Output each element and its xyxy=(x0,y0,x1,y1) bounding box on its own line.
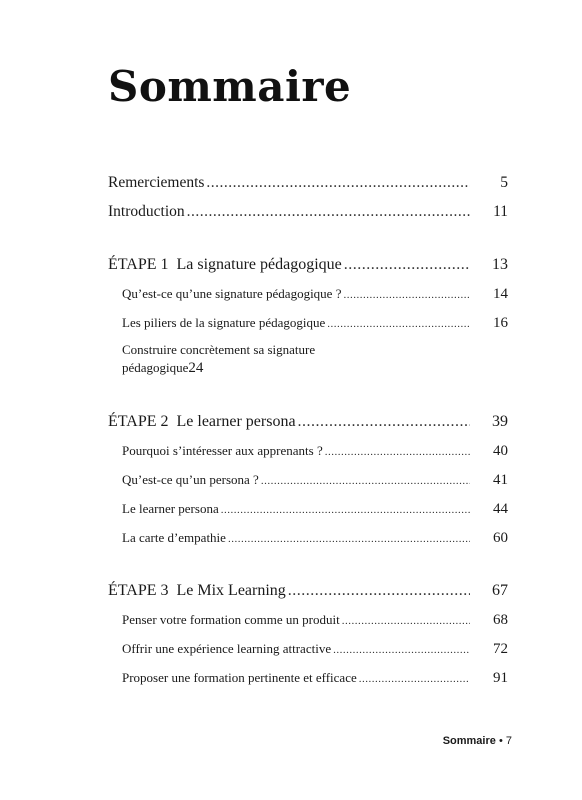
leader-dots xyxy=(344,250,470,279)
toc-entry-remerciements[interactable] xyxy=(108,168,508,197)
leader-dots xyxy=(298,407,470,436)
toc-subentry-page: 91 xyxy=(493,670,508,686)
toc-entry-label: Remerciements xyxy=(108,174,205,191)
toc-subentry-label: Qu’est-ce qu’un persona ? xyxy=(122,472,259,487)
toc-subentry-page: 68 xyxy=(493,612,508,628)
table-of-contents xyxy=(108,168,508,692)
toc-subentry-page: 72 xyxy=(493,641,508,657)
toc-subentry[interactable] xyxy=(108,663,508,692)
toc-subentry-label: Qu’est-ce qu’une signature pédagogique ? xyxy=(122,286,342,301)
toc-subentry-label: Penser votre formation comme un produit xyxy=(122,612,340,627)
leader-dots xyxy=(288,576,470,605)
page-title: Sommaire xyxy=(108,62,352,111)
toc-subentry-label: Offrir une expérience learning attractive xyxy=(122,641,332,656)
leader-dots xyxy=(359,665,470,694)
leader-dots xyxy=(261,467,470,496)
toc-subentry-multiline[interactable] xyxy=(108,337,508,381)
etape-number: ÉTAPE 1 xyxy=(108,256,169,273)
etape-number: ÉTAPE 2 xyxy=(108,413,169,430)
toc-entry-label: Introduction xyxy=(108,203,185,220)
footer-section-name: Sommaire xyxy=(442,735,496,747)
toc-subentry-page: 60 xyxy=(493,530,508,546)
leader-dots xyxy=(333,636,470,665)
etape-number: ÉTAPE 3 xyxy=(108,582,169,599)
toc-etape-3[interactable] xyxy=(108,576,508,605)
toc-entry-page: 5 xyxy=(500,174,508,191)
toc-subentry[interactable] xyxy=(108,465,508,494)
toc-subentry-page: 44 xyxy=(493,501,508,517)
toc-subentry-page: 40 xyxy=(493,443,508,459)
toc-subentry-label: Le learner persona xyxy=(122,501,219,516)
leader-dots xyxy=(221,496,470,525)
etape-title: Le learner persona xyxy=(176,413,296,430)
toc-entry-page: 11 xyxy=(493,203,508,220)
toc-etape-1[interactable] xyxy=(108,250,508,279)
toc-subentry[interactable] xyxy=(108,494,508,523)
footer-page-number: 7 xyxy=(505,735,512,747)
leader-dots xyxy=(325,438,470,467)
toc-subentry-page: 16 xyxy=(493,315,508,331)
toc-subentry[interactable] xyxy=(108,605,508,634)
leader-dots xyxy=(327,310,470,339)
toc-subentry-page: 24 xyxy=(188,360,204,376)
toc-subentry-label: La carte d’empathie xyxy=(122,530,226,545)
leader-dots xyxy=(342,607,470,636)
toc-subentry-label-line2: pédagogique xyxy=(122,360,189,375)
toc-subentry[interactable] xyxy=(108,523,508,552)
toc-entry-introduction[interactable] xyxy=(108,197,508,226)
toc-subentry-label-line1: Construire concrètement sa signature xyxy=(122,342,316,357)
leader-dots xyxy=(228,525,470,554)
footer-separator: • xyxy=(498,735,503,747)
leader-dots xyxy=(187,197,470,226)
toc-subentry-label: Pourquoi s’intéresser aux apprenants ? xyxy=(122,443,323,458)
toc-subentry[interactable] xyxy=(108,634,508,663)
toc-subentry-page: 14 xyxy=(493,286,508,302)
page-footer xyxy=(443,735,512,747)
toc-subentry-label: Les piliers de la signature pédagogique xyxy=(122,315,326,330)
toc-entry-page: 67 xyxy=(492,582,508,599)
toc-subentry[interactable] xyxy=(108,436,508,465)
leader-dots xyxy=(206,168,470,197)
toc-subentry[interactable] xyxy=(108,308,508,337)
toc-etape-2[interactable] xyxy=(108,407,508,436)
toc-subentry[interactable] xyxy=(108,279,508,308)
toc-entry-page: 39 xyxy=(492,413,508,430)
toc-subentry-label: Proposer une formation pertinente et efficace xyxy=(122,670,357,685)
leader-dots xyxy=(343,281,470,310)
toc-entry-page: 13 xyxy=(492,256,508,273)
toc-subentry-page: 41 xyxy=(493,472,508,488)
etape-title: La signature pédagogique xyxy=(176,256,342,273)
etape-title: Le Mix Learning xyxy=(176,582,286,599)
